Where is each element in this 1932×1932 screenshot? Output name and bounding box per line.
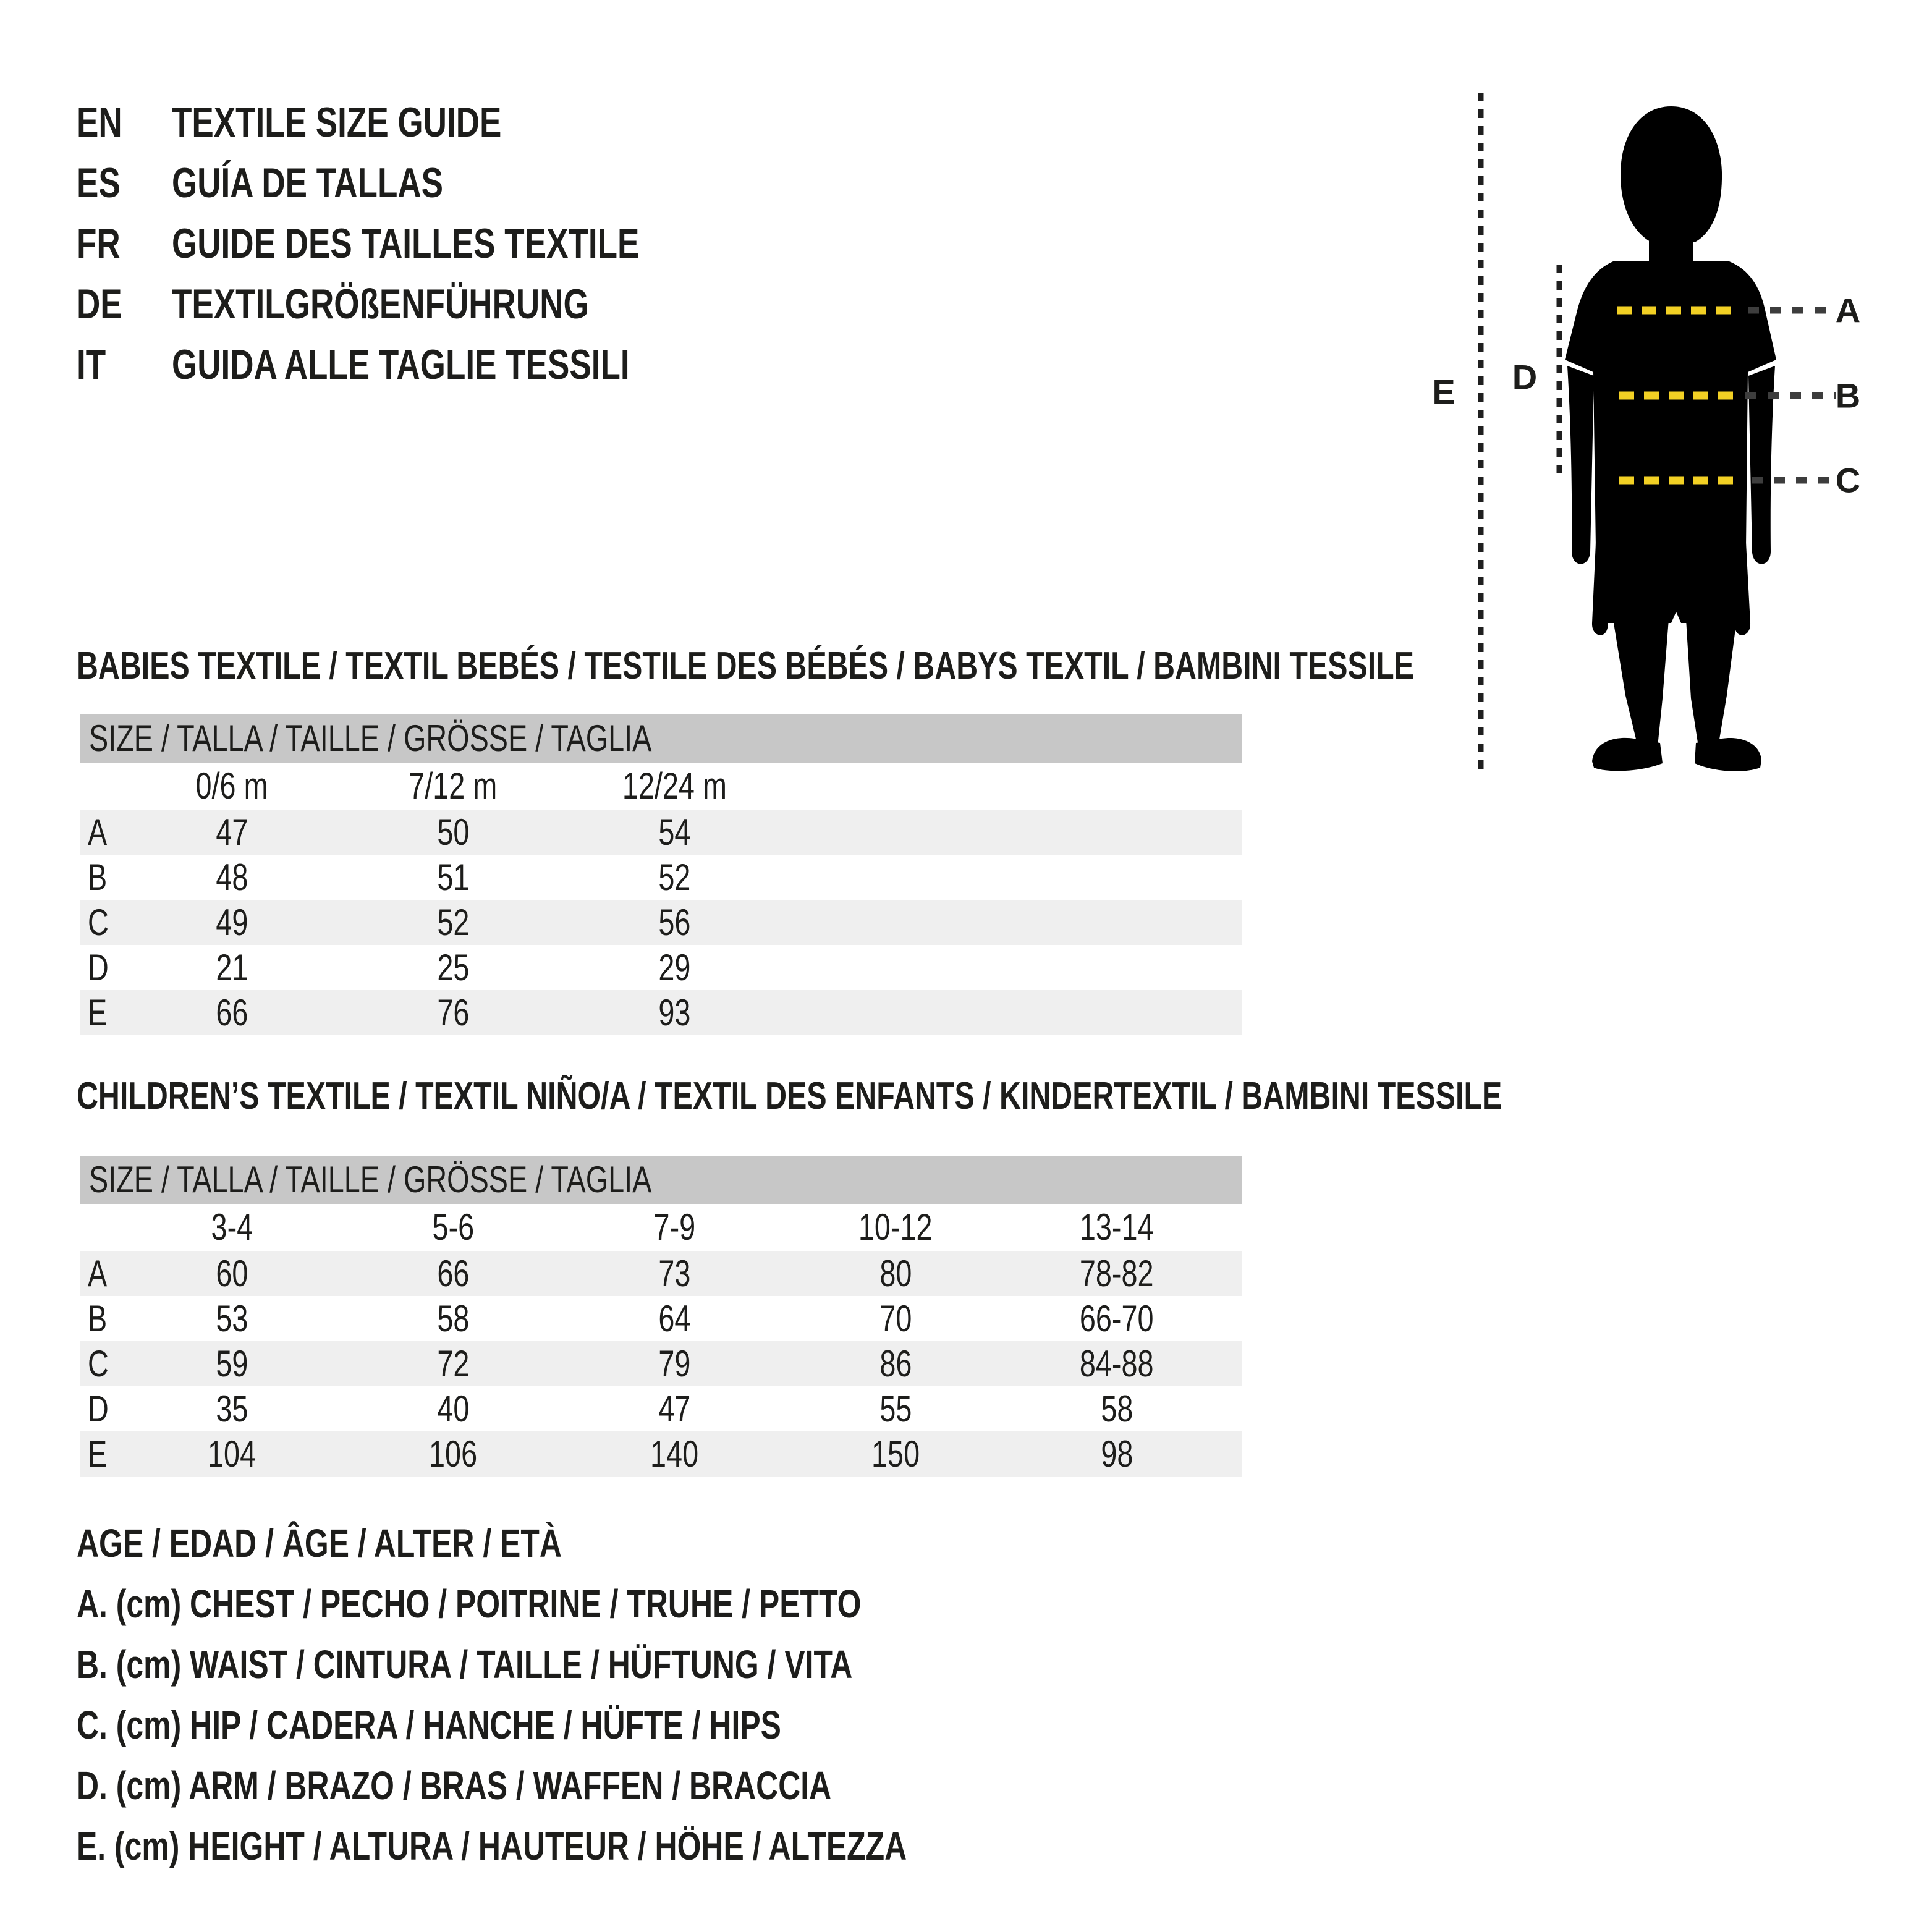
height-label: E	[1432, 372, 1455, 412]
language-row	[77, 92, 771, 153]
table-cell: 47	[658, 1388, 691, 1430]
table-cell	[1227, 1251, 1242, 1296]
table-cell: 150	[871, 1433, 920, 1475]
table-cell: 64	[658, 1298, 691, 1339]
table-cell	[80, 1204, 121, 1251]
table-cell: 47	[215, 811, 248, 853]
table-row	[80, 900, 1242, 945]
children-size-header-bar: SIZE / TALLA / TAILLE / GRÖSSE / TAGLIA	[80, 1156, 1242, 1204]
table-cell: 72	[436, 1343, 470, 1384]
table-cell	[1227, 1386, 1242, 1431]
table-cell: 140	[650, 1433, 699, 1475]
legend-line-waist: B. (cm) WAIST / CINTURA / TAILLE / HÜFTUNG / VITA	[77, 1642, 853, 1687]
language-title-block	[77, 92, 771, 395]
column-header: 13-14	[1080, 1206, 1154, 1248]
language-code: ES	[77, 159, 121, 206]
legend-line-arm: D. (cm) ARM / BRAZO / BRAS / WAFFEN / BRACCIA	[77, 1763, 832, 1808]
column-header: 7/12 m	[409, 765, 498, 807]
table-cell: 60	[215, 1253, 248, 1294]
page-title: TEXTILGRÖßENFÜHRUNG	[172, 281, 589, 328]
table-cell: 51	[436, 857, 470, 898]
table-cell: 76	[436, 992, 470, 1033]
table-cell: 29	[658, 947, 691, 988]
language-row	[77, 274, 771, 334]
table-row	[80, 1431, 1242, 1477]
table-cell: 56	[658, 902, 691, 943]
column-header: 3-4	[211, 1206, 253, 1248]
table-row	[80, 855, 1242, 900]
table-row	[80, 945, 1242, 990]
row-label: C	[88, 902, 109, 943]
column-header: 12/24 m	[622, 765, 727, 807]
table-cell	[1227, 1431, 1242, 1477]
table-cell: 66	[436, 1253, 470, 1294]
language-code: EN	[77, 99, 122, 146]
language-row	[77, 153, 771, 213]
table-row	[80, 1386, 1242, 1431]
column-header: 7-9	[653, 1206, 695, 1248]
column-header: 0/6 m	[195, 765, 268, 807]
table-cell: 53	[215, 1298, 248, 1339]
table-cell: 106	[428, 1433, 478, 1475]
table-cell: 66-70	[1080, 1298, 1154, 1339]
table-cell: 40	[436, 1388, 470, 1430]
page-title: GUIDA ALLE TAGLIE TESSILI	[172, 341, 630, 388]
table-cell: 35	[215, 1388, 248, 1430]
table-cell: 70	[879, 1298, 912, 1339]
children-column-header-row	[80, 1204, 1242, 1251]
babies-column-header-row	[80, 763, 1242, 810]
table-cell: 86	[879, 1343, 912, 1384]
legend-line-height: E. (cm) HEIGHT / ALTURA / HAUTEUR / HÖHE / ALTEZZA	[77, 1824, 907, 1868]
table-cell	[785, 945, 1242, 990]
table-cell: 49	[215, 902, 248, 943]
table-row	[80, 1251, 1242, 1296]
legend-line-age: AGE / EDAD / ÂGE / ALTER / ETÀ	[77, 1521, 562, 1566]
babies-size-header-bar: SIZE / TALLA / TAILLE / GRÖSSE / TAGLIA	[80, 714, 1242, 763]
table-cell: 54	[658, 811, 691, 853]
row-label: A	[88, 1253, 108, 1294]
row-label: B	[88, 857, 108, 898]
table-cell	[785, 990, 1242, 1035]
table-cell: 98	[1100, 1433, 1133, 1475]
table-cell: 104	[207, 1433, 256, 1475]
table-cell: 52	[658, 857, 691, 898]
column-header: 10-12	[858, 1206, 933, 1248]
table-cell: 80	[879, 1253, 912, 1294]
table-cell	[80, 763, 121, 810]
table-cell: 59	[215, 1343, 248, 1384]
chest-label: A	[1835, 290, 1861, 330]
table-cell: 58	[1100, 1388, 1133, 1430]
table-cell: 78-82	[1080, 1253, 1154, 1294]
language-row	[77, 213, 771, 274]
page-title: GUIDE DES TAILLES TEXTILE	[172, 220, 640, 267]
table-cell	[785, 763, 1242, 810]
row-label: A	[88, 811, 108, 853]
table-cell	[1227, 1341, 1242, 1386]
hip-label: C	[1835, 460, 1861, 500]
row-label: C	[88, 1343, 109, 1384]
table-cell: 79	[658, 1343, 691, 1384]
babies-size-table	[80, 714, 1242, 1035]
table-cell: 21	[215, 947, 248, 988]
page-title: GUÍA DE TALLAS	[172, 159, 444, 206]
page-title: TEXTILE SIZE GUIDE	[172, 99, 502, 146]
table-row	[80, 1341, 1242, 1386]
table-cell	[1227, 1204, 1242, 1251]
table-row	[80, 990, 1242, 1035]
legend-line-hip: C. (cm) HIP / CADERA / HANCHE / HÜFTE / HIPS	[77, 1703, 781, 1747]
row-label: E	[88, 1433, 108, 1475]
children-section-title: CHILDREN’S TEXTILE / TEXTIL NIÑO/A / TEXTIL DES ENFANTS / KINDERTEXTIL / BAMBINI TESSILE	[77, 1075, 1502, 1117]
table-cell: 50	[436, 811, 470, 853]
table-cell: 73	[658, 1253, 691, 1294]
babies-section-title: BABIES TEXTILE / TEXTIL BEBÉS / TESTILE DES BÉBÉS / BABYS TEXTIL / BAMBINI TESSILE	[77, 645, 1414, 687]
table-cell: 93	[658, 992, 691, 1033]
arm-label: D	[1512, 357, 1538, 397]
language-row	[77, 334, 771, 395]
table-cell	[785, 810, 1242, 855]
table-cell: 58	[436, 1298, 470, 1339]
children-size-table	[80, 1156, 1242, 1477]
table-cell: 25	[436, 947, 470, 988]
table-cell: 66	[215, 992, 248, 1033]
column-header: 5-6	[432, 1206, 474, 1248]
table-cell: 48	[215, 857, 248, 898]
measure-legend	[77, 1513, 1141, 1876]
table-cell	[785, 900, 1242, 945]
language-code: DE	[77, 281, 122, 328]
legend-line-chest: A. (cm) CHEST / PECHO / POITRINE / TRUHE / PETTO	[77, 1582, 862, 1626]
row-label: D	[88, 1388, 109, 1430]
table-row	[80, 810, 1242, 855]
table-cell: 52	[436, 902, 470, 943]
table-row	[80, 1296, 1242, 1341]
table-cell: 55	[879, 1388, 912, 1430]
language-code: FR	[77, 220, 121, 267]
waist-label: B	[1835, 376, 1861, 415]
table-cell	[1227, 1296, 1242, 1341]
row-label: B	[88, 1298, 108, 1339]
row-label: D	[88, 947, 109, 988]
language-code: IT	[77, 341, 106, 388]
table-cell: 84-88	[1080, 1343, 1154, 1384]
table-cell	[785, 855, 1242, 900]
row-label: E	[88, 992, 108, 1033]
